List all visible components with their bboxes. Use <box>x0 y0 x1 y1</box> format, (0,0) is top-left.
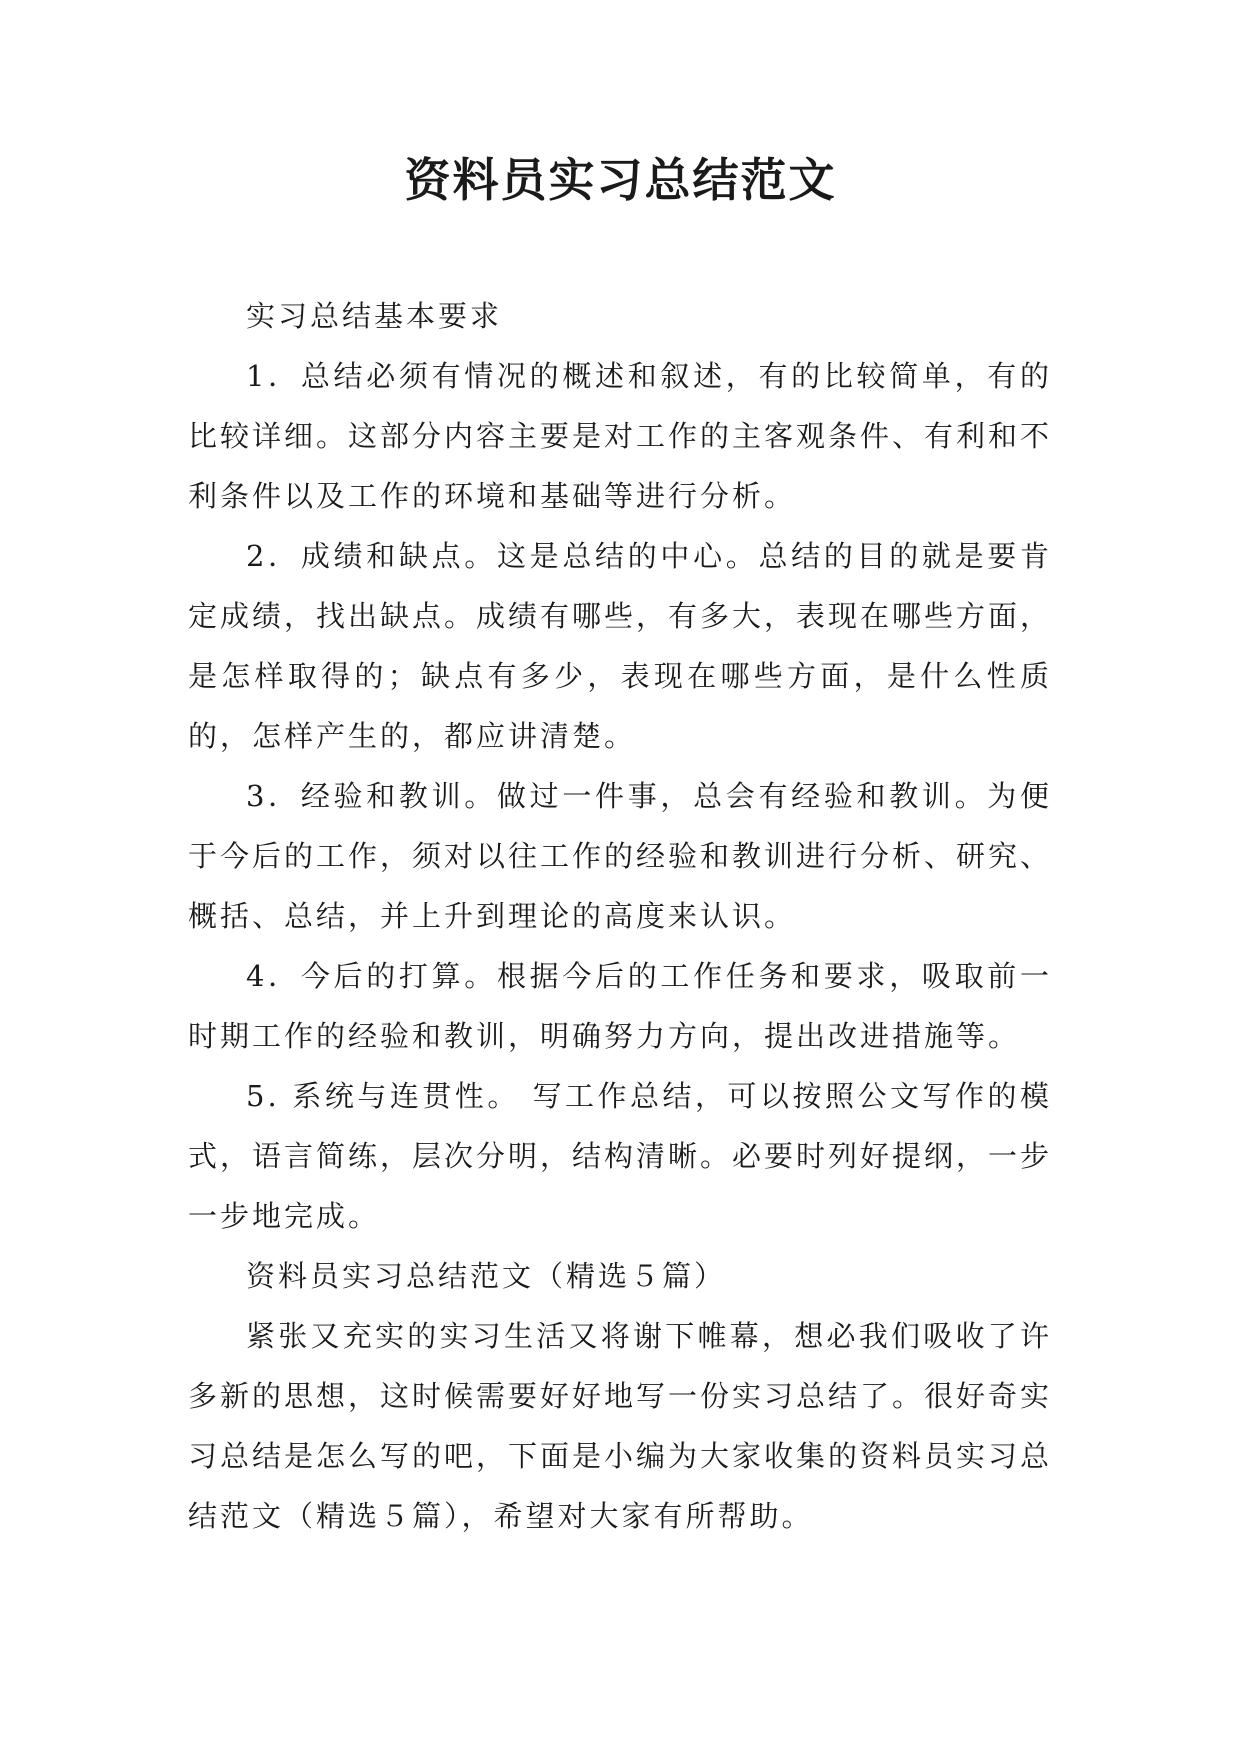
document-body <box>188 286 1052 1546</box>
paragraph-item-5: 5. 系统与连贯性。 写工作总结，可以按照公文写作的模式，语言简练，层次分明，结构清晰。必要时列好提纲，一步一步地完成。 <box>188 1079 1053 1233</box>
paragraph-item-1: 1．总结必须有情况的概述和叙述，有的比较简单，有的比较详细。这部分内容主要是对工作的主客观条件、有利和不利条件以及工作的环境和基础等进行分析。 <box>188 359 1053 513</box>
section-heading-samples: 资料员实习总结范文（精选５篇） <box>246 1259 727 1293</box>
paragraph-intro: 紧张又充实的实习生活又将谢下帷幕，想必我们吸收了许多新的思想，这时候需要好好地写一份实习总结了。很好奇实习总结是怎么写的吧，下面是小编为大家收集的资料员实习总结范文（精选５篇），希望对大家有所帮助。 <box>188 1319 1053 1533</box>
paragraph-item-4: 4．今后的打算。根据今后的工作任务和要求，吸取前一时期工作的经验和教训，明确努力方向，提出改进措施等。 <box>188 959 1052 1053</box>
document-title: 资料员实习总结范文 <box>404 153 837 207</box>
paragraph-item-3: 3．经验和教训。做过一件事，总会有经验和教训。为便于今后的工作，须对以往工作的经验和教训进行分析、研究、概括、总结，并上升到理论的高度来认识。 <box>188 779 1053 933</box>
section-heading-requirements: 实习总结基本要求 <box>246 299 503 333</box>
paragraph-item-2: 2．成绩和缺点。这是总结的中心。总结的目的就是要肯定成绩，找出缺点。成绩有哪些，有多大，表现在哪些方面，是怎样取得的；缺点有多少，表现在哪些方面，是什么性质的，怎样产生的，都应讲清楚。 <box>188 539 1053 753</box>
